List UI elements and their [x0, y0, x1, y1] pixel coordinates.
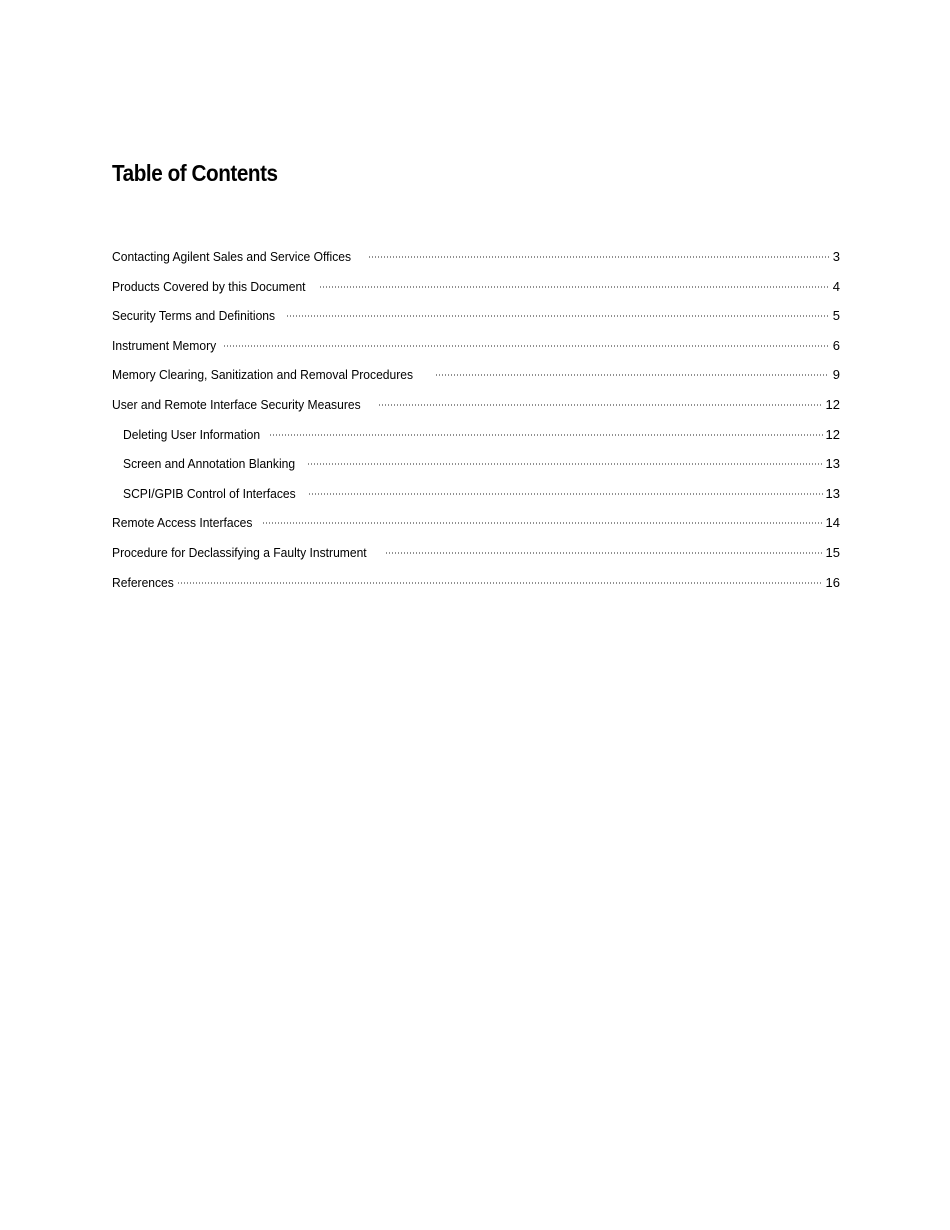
toc-entry-security-terms[interactable]: [112, 307, 840, 337]
toc-entry-title[interactable]: User and Remote Interface Security Measures: [112, 396, 361, 412]
toc-entry-page[interactable]: 6: [832, 337, 840, 353]
dot-leader: [307, 463, 823, 465]
toc-entry-screen-blanking[interactable]: [112, 455, 840, 485]
toc-entry-page[interactable]: 12: [825, 426, 840, 442]
toc-entry-title[interactable]: Contacting Agilent Sales and Service Offices: [112, 249, 352, 264]
toc-entry-title[interactable]: Procedure for Declassifying a Faulty Instrument: [112, 544, 367, 560]
toc-entry-page[interactable]: 15: [825, 544, 840, 560]
toc-entry-products-covered[interactable]: [112, 278, 840, 308]
toc-list: [112, 248, 840, 603]
dot-leader: [269, 434, 822, 436]
dot-leader: [385, 552, 823, 554]
dot-leader: [177, 582, 822, 584]
toc-entry-title[interactable]: Screen and Annotation Blanking: [123, 456, 296, 472]
dot-leader: [435, 374, 829, 376]
toc-entry-title[interactable]: SCPI/GPIB Control of Interfaces: [123, 485, 296, 501]
toc-entry-title[interactable]: Products Covered by this Document: [112, 278, 306, 294]
dot-leader: [286, 315, 829, 317]
dot-leader: [368, 256, 829, 258]
toc-entry-page[interactable]: 9: [832, 367, 840, 383]
toc-entry-deleting-user-info[interactable]: [112, 426, 840, 456]
dot-leader: [378, 404, 822, 406]
dot-leader: [262, 522, 823, 524]
toc-entry-page[interactable]: 13: [825, 456, 840, 472]
toc-entry-declassifying[interactable]: [112, 544, 840, 574]
toc-entry-page[interactable]: 14: [825, 515, 840, 531]
toc-entry-page[interactable]: 16: [825, 574, 840, 590]
toc-entry-references[interactable]: [112, 574, 840, 604]
toc-entry-title[interactable]: Remote Access Interfaces: [112, 515, 253, 531]
toc-entry-scpi-gpib[interactable]: [112, 485, 840, 515]
dot-leader: [223, 345, 829, 347]
toc-entry-user-remote-security[interactable]: [112, 396, 840, 426]
toc-entry-title[interactable]: Deleting User Information: [123, 426, 261, 442]
dot-leader: [308, 493, 823, 495]
toc-entry-memory-clearing[interactable]: [112, 366, 840, 396]
toc-entry-title[interactable]: Security Terms and Definitions: [112, 308, 276, 324]
toc-entry-page[interactable]: 4: [832, 278, 840, 294]
toc-entry-title[interactable]: Instrument Memory: [112, 337, 217, 353]
toc-entry-page[interactable]: 3: [832, 249, 840, 264]
toc-entry-remote-access[interactable]: [112, 514, 840, 544]
toc-entry-contacting-agilent[interactable]: [112, 248, 840, 278]
toc-entry-title[interactable]: References: [112, 574, 174, 590]
toc-entry-page[interactable]: 12: [825, 396, 840, 412]
toc-entry-page[interactable]: 13: [825, 485, 840, 501]
dot-leader: [319, 286, 829, 288]
toc-entry-instrument-memory[interactable]: [112, 337, 840, 367]
toc-entry-title[interactable]: Memory Clearing, Sanitization and Removal Procedures: [112, 367, 414, 383]
toc-entry-page[interactable]: 5: [832, 308, 840, 324]
page-title: Table of Contents: [112, 160, 278, 186]
